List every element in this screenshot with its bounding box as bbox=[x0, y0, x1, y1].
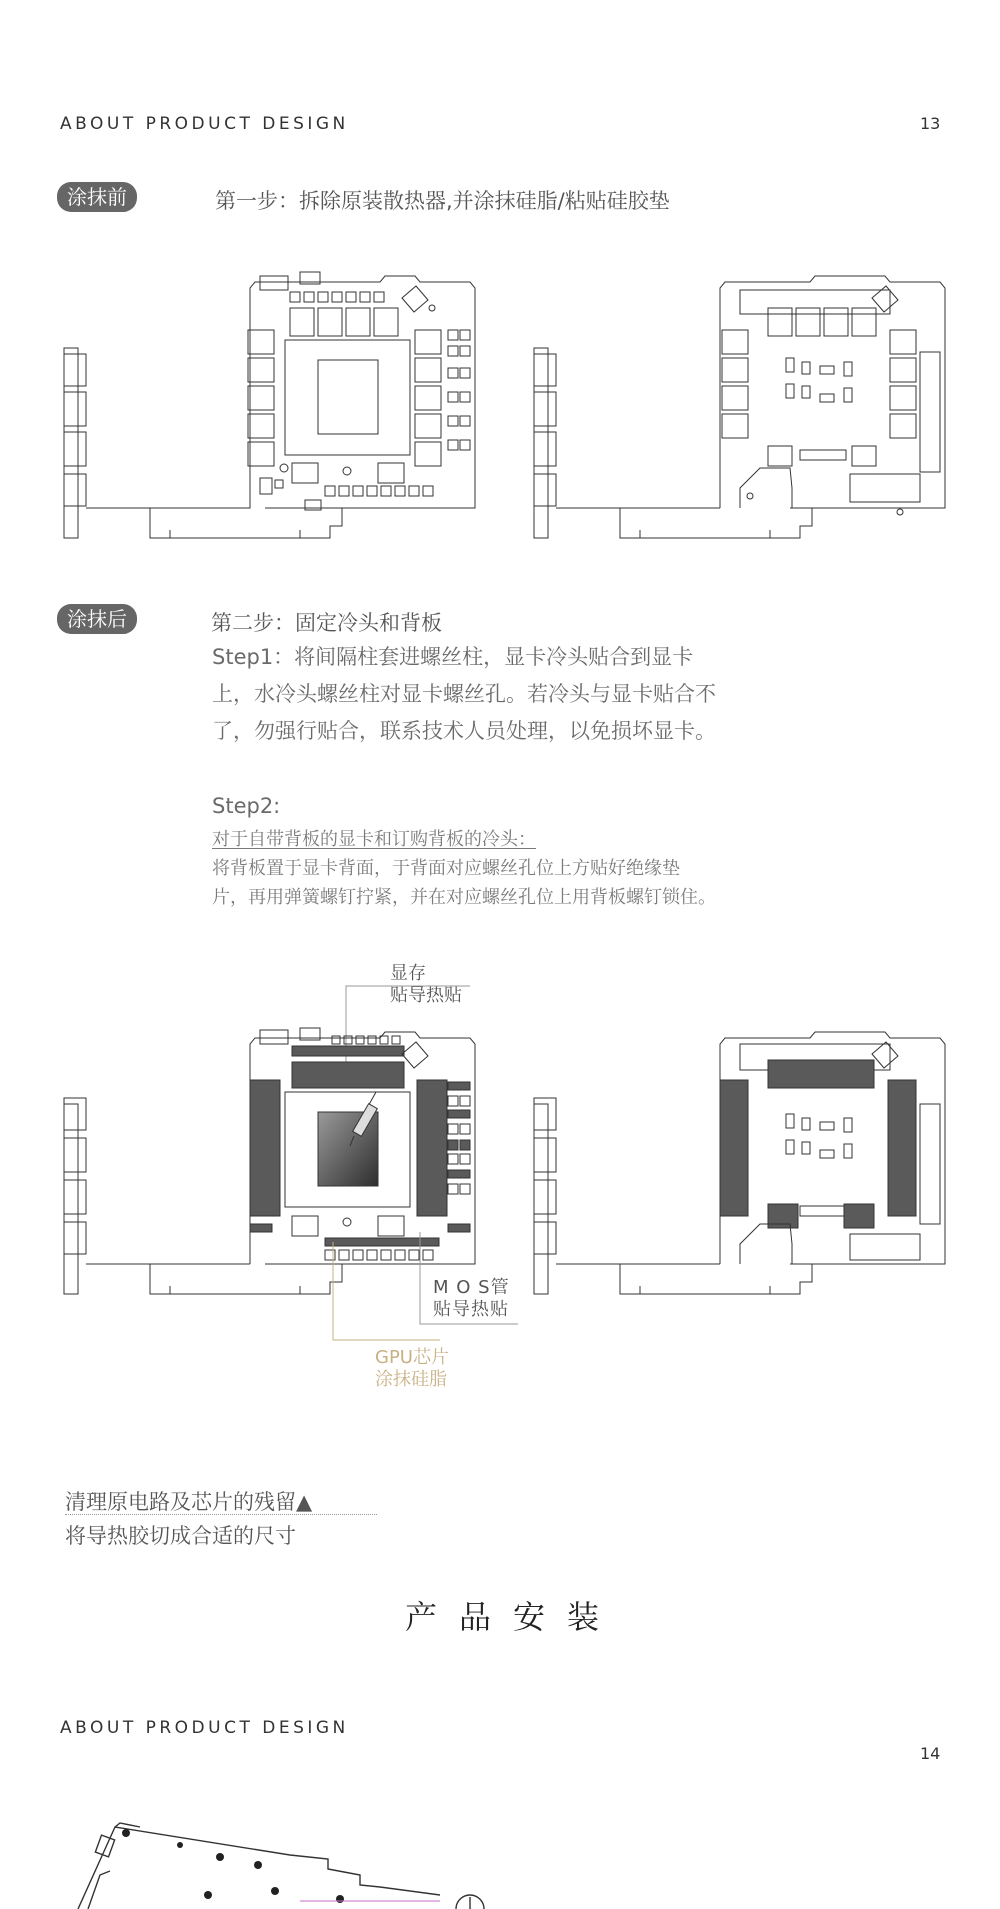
step2-label: Step2: bbox=[212, 794, 281, 818]
page-number: 14 bbox=[920, 1744, 941, 1763]
page-header: ABOUT PRODUCT DESIGN bbox=[60, 1718, 349, 1738]
callout-line: 贴导热贴 bbox=[390, 985, 462, 1006]
callout-line: M O S管 bbox=[433, 1277, 510, 1298]
gpu-board-front-diagram bbox=[60, 268, 480, 548]
step1-title: 第一步：拆除原装散热器,并涂抹硅脂/粘贴硅胶垫 bbox=[215, 189, 670, 213]
page-number: 13 bbox=[920, 114, 941, 133]
callout-line: GPU芯片 bbox=[375, 1347, 449, 1368]
clean-note-2: 将导热胶切成合适的尺寸 bbox=[65, 1524, 296, 1548]
gpu-paste-callout bbox=[375, 1347, 449, 1391]
dotted-divider bbox=[65, 1514, 377, 1515]
callout-line: 贴导热贴 bbox=[433, 1299, 509, 1320]
clean-note-1: 清理原电路及芯片的残留▲ bbox=[65, 1490, 313, 1514]
step2-title: 第二步：固定冷头和背板 bbox=[211, 611, 442, 635]
before-badge: 涂抹前 bbox=[57, 182, 137, 212]
step2-subtitle: 对于自带背板的显卡和订购背板的冷头： bbox=[212, 829, 536, 850]
step2-line: 将背板置于显卡背面，于背面对应螺丝孔位上方贴好绝缘垫 bbox=[212, 858, 680, 879]
step2-line: 片，再用弹簧螺钉拧紧，并在对应螺丝孔位上用背板螺钉锁住。 bbox=[212, 887, 716, 908]
page-header: ABOUT PRODUCT DESIGN bbox=[60, 114, 349, 134]
callout-line: 显存 bbox=[390, 963, 426, 984]
gpu-callout-leader bbox=[330, 1240, 460, 1345]
step2-instructions bbox=[212, 854, 832, 912]
step1-line: Step1：将间隔柱套进螺丝柱，显卡冷头贴合到显卡 bbox=[212, 645, 694, 669]
gpu-board-back-diagram bbox=[530, 268, 950, 548]
water-block-install-diagram bbox=[60, 1815, 520, 1909]
gpu-board-back-pads-diagram bbox=[530, 1024, 950, 1304]
callout-line: 涂抹硅脂 bbox=[375, 1369, 447, 1390]
step1-line: 上，水冷头螺丝柱对显卡螺丝孔。若冷头与显卡贴合不 bbox=[212, 682, 716, 706]
step1-instructions bbox=[212, 639, 832, 750]
after-badge: 涂抹后 bbox=[57, 604, 137, 634]
install-section-title: 产品安装 bbox=[405, 1598, 622, 1636]
io-ports bbox=[64, 354, 86, 506]
step1-line: 了，勿强行贴合，联系技术人员处理，以免损坏显卡。 bbox=[212, 719, 716, 743]
